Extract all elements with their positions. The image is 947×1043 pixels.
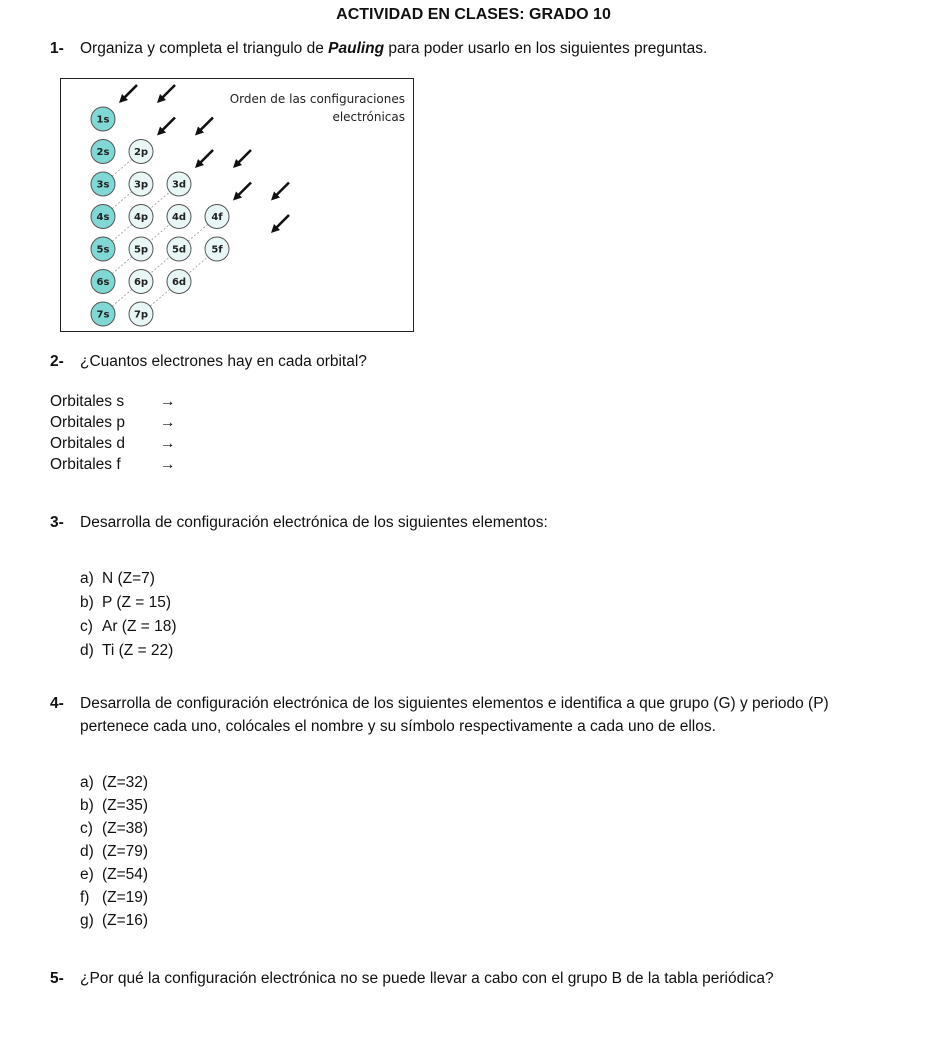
item-text: (Z=32)	[102, 774, 149, 791]
orbital-3d	[167, 172, 191, 196]
orbital-label: 3p	[133, 179, 149, 191]
list-item	[80, 618, 177, 636]
question-text-end: para poder usarlo en los siguientes preguntas.	[384, 40, 708, 57]
orbital-2s	[91, 140, 115, 164]
item-letter: b)	[80, 594, 94, 611]
orbital-label: Orbitales p	[50, 414, 125, 431]
orbital-6p	[129, 270, 153, 294]
orbital-label: Orbitales s	[50, 393, 125, 410]
diagonal-line	[103, 217, 217, 315]
list-item	[80, 820, 148, 838]
arrow-icon	[271, 183, 289, 201]
orbital-label: 6p	[133, 277, 149, 288]
list-item	[80, 797, 148, 815]
item-text: Ar (Z = 18)	[102, 618, 177, 635]
page-title: ACTIVIDAD EN CLASES: GRADO 10	[336, 6, 611, 23]
question-4	[50, 695, 829, 713]
list-item	[80, 843, 148, 861]
orbital-5s	[91, 237, 115, 261]
arrow-icon	[119, 85, 137, 103]
item-text: (Z=35)	[102, 797, 149, 814]
item-letter: b)	[80, 797, 94, 814]
orbital-label: Orbitales f	[50, 456, 121, 473]
list-item	[80, 570, 155, 588]
question-4-line2: pertenece cada uno, colócales el nombre y su símbolo respectivamente a cada uno de ellos.	[80, 718, 716, 735]
question-2	[50, 353, 367, 371]
item-text: (Z=16)	[102, 912, 149, 929]
arrow-icon	[233, 150, 251, 168]
orbital-4s	[91, 205, 115, 229]
arrow-icon: →	[160, 414, 176, 431]
arrow-icon	[271, 215, 289, 233]
question-number: 2-	[50, 353, 64, 370]
pauling-diagram-svg	[61, 79, 413, 331]
orbital-label: 2p	[133, 147, 149, 158]
item-text: N (Z=7)	[102, 570, 155, 587]
item-text: Ti (Z = 22)	[102, 642, 174, 659]
item-letter: c)	[80, 618, 93, 635]
question-number: 1-	[50, 40, 64, 57]
orbital-label: 2s	[96, 147, 110, 158]
pauling-diagram	[60, 78, 414, 332]
item-letter: a)	[80, 774, 94, 791]
question-3	[50, 514, 548, 532]
item-text: (Z=54)	[102, 866, 149, 883]
arrow-icon: →	[160, 435, 176, 452]
orbital-label: 5d	[171, 244, 187, 256]
item-letter: g)	[80, 912, 94, 929]
orbital-label: 3s	[96, 179, 110, 191]
orbital-label: 6d	[171, 277, 187, 288]
orbital-label: 5f	[211, 244, 223, 256]
orbital-label: 4d	[171, 212, 187, 223]
item-letter: d)	[80, 642, 94, 659]
list-item	[80, 774, 148, 792]
arrow-icon	[157, 85, 175, 103]
diagonal-guides	[103, 152, 217, 315]
item-letter: d)	[80, 843, 94, 860]
item-letter: e)	[80, 866, 94, 883]
orbital-4f	[205, 205, 229, 229]
list-item	[80, 594, 171, 612]
orbital-label: 5s	[96, 244, 110, 256]
arrow-icon	[195, 150, 213, 168]
orbital-label: 1s	[96, 114, 110, 126]
list-item	[80, 866, 148, 884]
orbital-5p	[129, 237, 153, 261]
orbital-5d	[167, 237, 191, 261]
orbital-2p	[129, 140, 153, 164]
question-number: 5-	[50, 970, 64, 987]
orbital-7s	[91, 302, 115, 326]
question-text: ¿Por qué la configuración electrónica no se puede llevar a cabo con el grupo B de la tabla periódica?	[80, 970, 774, 987]
item-text: (Z=38)	[102, 820, 149, 837]
orbital-label: Orbitales d	[50, 435, 125, 452]
orbital-4d	[167, 205, 191, 229]
arrow-icon	[157, 118, 175, 136]
figure-caption-line2: electrónicas	[332, 110, 405, 124]
orbital-label: 7p	[133, 309, 149, 321]
arrow-icon	[233, 183, 251, 201]
arrow-icon: →	[160, 456, 176, 473]
figure-caption-line1: Orden de las configuraciones	[229, 92, 405, 106]
item-letter: c)	[80, 820, 93, 837]
item-letter: f)	[80, 889, 90, 906]
item-text: (Z=79)	[102, 843, 149, 860]
orbital-row-f	[50, 456, 176, 474]
arrow-icon: →	[160, 393, 176, 410]
orbital-label: 4p	[133, 212, 149, 223]
item-text: P (Z = 15)	[102, 594, 172, 611]
orbital-row-s	[50, 393, 176, 411]
pauling-emphasis: Pauling	[328, 40, 385, 57]
question-text: Desarrolla de configuración electrónica de los siguientes elementos:	[80, 514, 548, 531]
question-number: 4-	[50, 695, 64, 712]
orbital-4p	[129, 205, 153, 229]
orbital-7p	[129, 302, 153, 326]
orbital-label: 6s	[96, 277, 110, 288]
orbital-label: 7s	[96, 309, 110, 321]
item-letter: a)	[80, 570, 94, 587]
orbital-label: 3d	[171, 179, 187, 191]
orbital-label: 4f	[211, 212, 223, 223]
question-1	[50, 40, 707, 58]
list-item	[80, 889, 148, 907]
orbital-6d	[167, 270, 191, 294]
orbital-row-d	[50, 435, 176, 453]
orbital-6s	[91, 270, 115, 294]
orbital-label: 4s	[96, 212, 110, 223]
question-text: Organiza y completa el triangulo de	[80, 40, 329, 57]
orbital-label: 5p	[133, 244, 149, 256]
orbital-3s	[91, 172, 115, 196]
orbital-row-p	[50, 414, 176, 432]
orbital-3p	[129, 172, 153, 196]
question-number: 3-	[50, 514, 64, 531]
arrow-icon	[195, 118, 213, 136]
orbital-5f	[205, 237, 229, 261]
list-item	[80, 912, 148, 930]
question-text: Desarrolla de configuración electrónica de los siguientes elementos e identifica a que grupo (G) y periodo (P)	[80, 695, 829, 712]
list-item	[80, 642, 173, 660]
question-5	[50, 970, 774, 988]
item-text: (Z=19)	[102, 889, 149, 906]
orbital-1s	[91, 107, 115, 131]
question-text: ¿Cuantos electrones hay en cada orbital?	[80, 353, 367, 370]
